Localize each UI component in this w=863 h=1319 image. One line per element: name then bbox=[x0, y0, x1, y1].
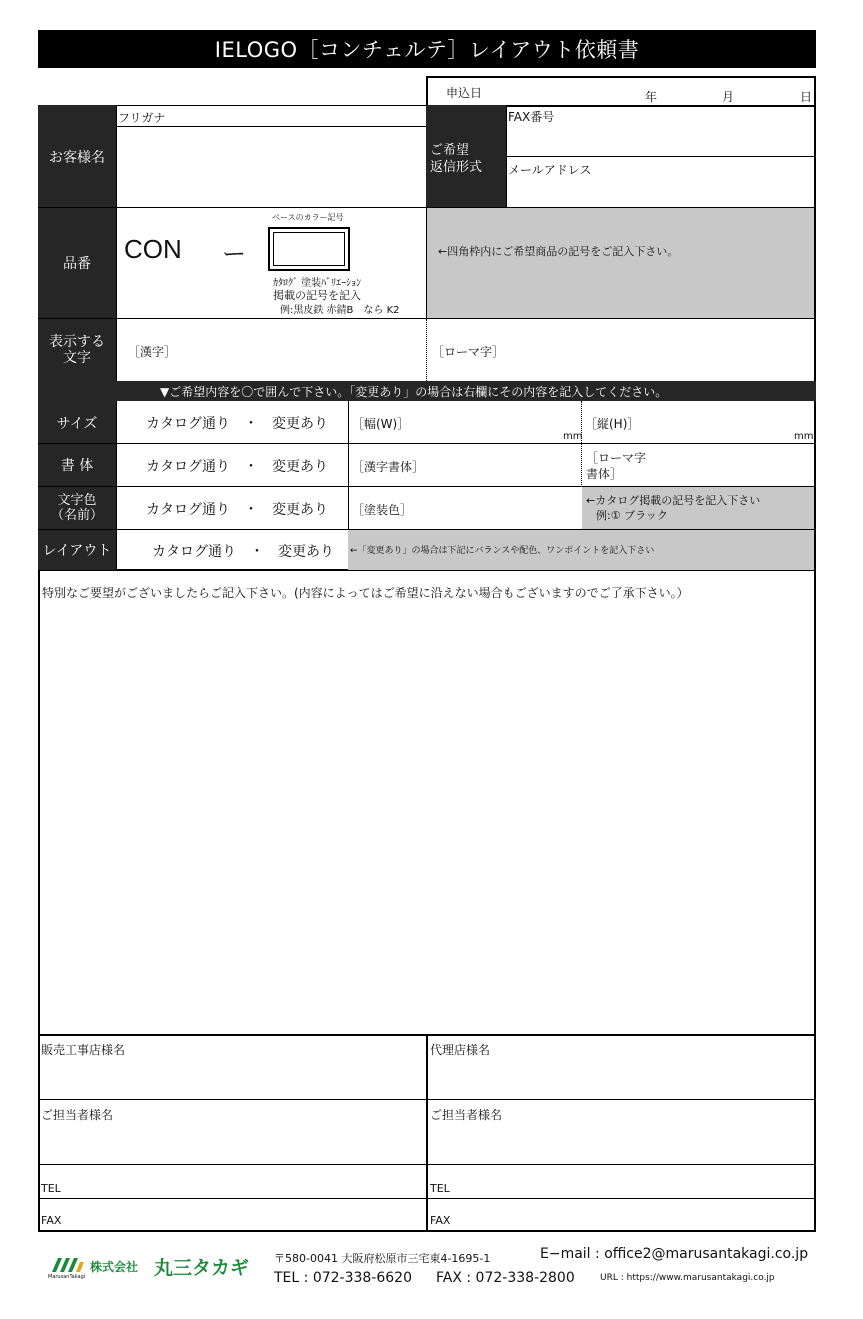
color-choice[interactable]: カタログ通り ・ 変更あり bbox=[146, 502, 328, 518]
font-label: 書 体 bbox=[38, 444, 116, 486]
agent-tel-label: TEL bbox=[430, 1182, 450, 1195]
base-color-note: ベースのカラー記号 bbox=[272, 213, 344, 222]
size-label: サイズ bbox=[38, 401, 116, 444]
product-dash: ー bbox=[222, 240, 246, 268]
agent-person-label: ご担当者様名 bbox=[430, 1108, 503, 1122]
day-label: 日 bbox=[800, 90, 813, 104]
seller-person-label: ご担当者様名 bbox=[41, 1108, 114, 1122]
company-url[interactable]: URL : https://www.marusantakagi.co.jp bbox=[600, 1273, 775, 1283]
company-name: 丸三タカギ bbox=[154, 1257, 250, 1279]
reply-format-label: ご希望 返信形式 bbox=[426, 105, 506, 208]
special-request-label: 特別なご要望がございましたらご記入下さい。(内容によってはご希望に沿えない場合もございますのでご了承下さい。） bbox=[42, 586, 689, 600]
application-date-label: 申込日 bbox=[446, 86, 483, 100]
paint-color-label: ［塗装色］ bbox=[352, 503, 413, 517]
application-date-box bbox=[426, 76, 816, 107]
year-label: 年 bbox=[645, 90, 658, 104]
size-choice[interactable]: カタログ通り ・ 変更あり bbox=[146, 416, 328, 432]
agent-fax-label: FAX bbox=[430, 1214, 451, 1227]
variation-note-3: 例:黒皮鉄 赤錆B なら K2 bbox=[280, 305, 400, 316]
company-email[interactable]: E−mail : office2@marusantakagi.co.jp bbox=[540, 1246, 809, 1262]
customer-label: お客様名 bbox=[38, 105, 116, 208]
email-label: メールアドレス bbox=[508, 163, 592, 177]
fax-number-label: FAX番号 bbox=[508, 110, 555, 124]
roman-font-label-1: ［ローマ字 bbox=[586, 451, 647, 465]
roman-field-label: ［ローマ字］ bbox=[432, 345, 505, 359]
seller-fax-label: FAX bbox=[41, 1214, 62, 1227]
layout-note-area: ←「変更あり」の場合は下記にバランスや配色、ワンポイントを記入下さい bbox=[348, 530, 814, 570]
width-label: ［幅(W)］ bbox=[352, 417, 410, 431]
company-fax: FAX : 072-338-2800 bbox=[436, 1270, 575, 1286]
company-sub: MarusanTakagi bbox=[48, 1274, 86, 1280]
roman-font-label-2: 書体］ bbox=[586, 467, 623, 481]
product-number-label: 品番 bbox=[38, 208, 116, 318]
company-name-prefix: 株式会社 bbox=[90, 1260, 139, 1274]
furigana-label: フリガナ bbox=[118, 111, 166, 125]
variation-note-1: ｶﾀﾛｸﾞ 塗装ﾊﾞﾘｴｰｼｮﾝ bbox=[273, 278, 362, 289]
variation-note-2: 掲載の記号を記入 bbox=[273, 289, 361, 302]
notice-bar: ▼ご希望内容を〇で囲んで下さい。「変更あり」の場合は右欄にその内容を記入してください。 bbox=[38, 381, 816, 401]
display-text-label: 表示する 文字 bbox=[38, 319, 116, 381]
company-logo bbox=[50, 1256, 86, 1274]
width-unit: mm bbox=[563, 431, 583, 442]
product-instruction-area: ←四角枠内にご希望商品の記号をご記入下さい。 bbox=[426, 208, 814, 318]
company-address: 〒580-0041 大阪府松原市三宅東4-1695-1 bbox=[274, 1252, 491, 1265]
kanji-font-label: ［漢字書体］ bbox=[352, 460, 425, 474]
page-title: IELOGO［コンチェルテ］レイアウト依頼書 bbox=[38, 30, 816, 68]
color-code-box[interactable] bbox=[268, 227, 350, 271]
layout-label: レイアウト bbox=[38, 530, 116, 570]
agent-label: 代理店様名 bbox=[430, 1043, 491, 1057]
height-label: ［縦(H)］ bbox=[585, 417, 640, 431]
product-prefix: CON bbox=[124, 234, 182, 264]
month-label: 月 bbox=[722, 90, 735, 104]
seller-label: 販売工事店様名 bbox=[41, 1043, 126, 1057]
color-note-area: ←カタログ掲載の記号を記入下さい 例:① ブラック bbox=[582, 487, 814, 529]
text-color-label: 文字色 （名前） bbox=[38, 487, 116, 529]
company-tel: TEL : 072-338-6620 bbox=[274, 1270, 412, 1286]
seller-tel-label: TEL bbox=[41, 1182, 61, 1195]
kanji-field-label: ［漢字］ bbox=[128, 345, 177, 359]
height-unit: mm bbox=[794, 431, 814, 442]
special-request-area[interactable] bbox=[38, 571, 816, 1036]
customer-name-field[interactable] bbox=[118, 128, 424, 206]
font-choice[interactable]: カタログ通り ・ 変更あり bbox=[146, 459, 328, 475]
logo-mark-icon bbox=[50, 1256, 86, 1274]
layout-choice[interactable]: カタログ通り ・ 変更あり bbox=[152, 544, 334, 560]
